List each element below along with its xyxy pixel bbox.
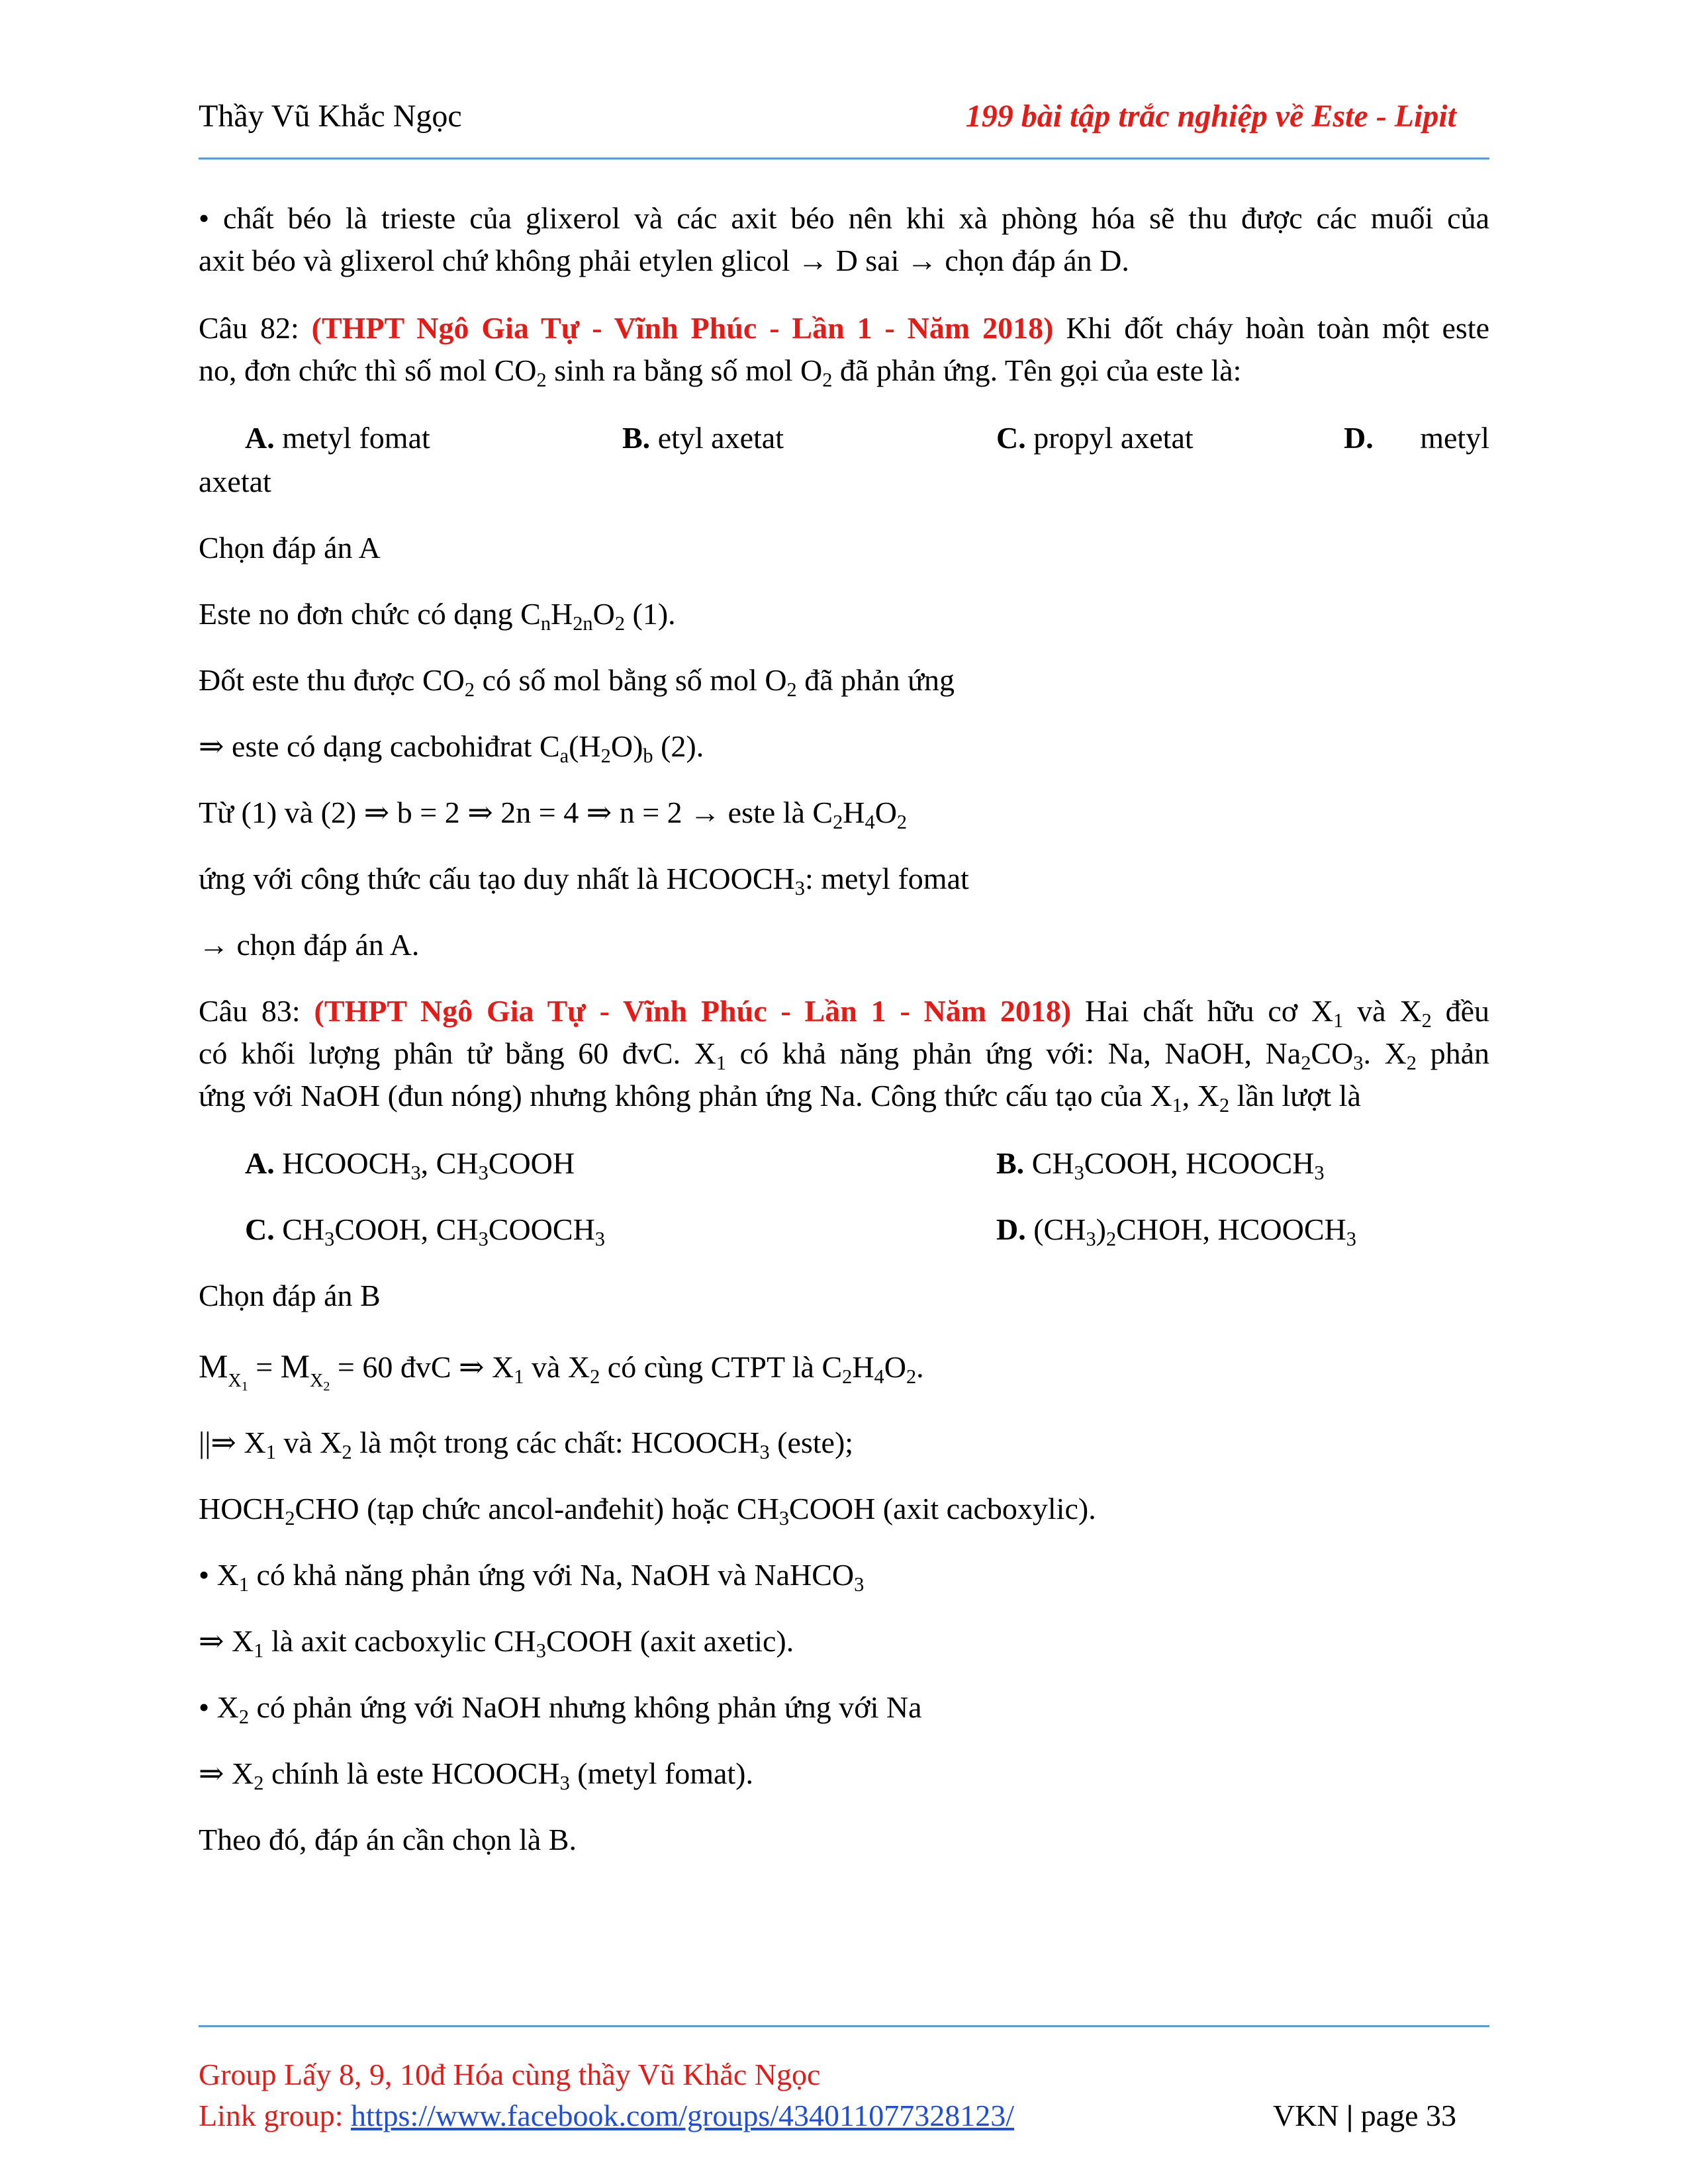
footer-link-line xyxy=(199,2098,1014,2133)
q82-stem-line-2: no, đơn chức thì số mol $CO_2$ sinh ra bằng số mol $O_2$ đã phản ứng. Tên gọi của este là: xyxy=(199,353,1242,392)
footer-group-name: Group Lấy 8, 9, 10đ Hóa cùng thầy Vũ Khắc Ngọc xyxy=(199,2058,821,2091)
q83-option-d: D. $(CH_3)_2CHOH$, $HCOOCH_3$ xyxy=(996,1212,1356,1251)
q82-solution-line-3: ⇒ este có dạng cacbohiđrat $C_a(H_2O)_b$ (2). xyxy=(199,729,704,768)
header-rule xyxy=(199,158,1489,159)
q83-solution-line-2: $HOCH_2CHO$ (tạp chức ancol-anđehit) hoặc $CH_3COOH$ (axit cacboxylic). xyxy=(199,1492,1096,1530)
q83-stem xyxy=(199,990,1489,1117)
footer-group-link[interactable]: https://www.facebook.com/groups/434011077328123/ xyxy=(350,2099,1015,2132)
q82-label: Câu 82: xyxy=(199,311,312,345)
footer-link-label: Link group: xyxy=(199,2099,351,2132)
footer-rule xyxy=(199,2025,1489,2027)
q82-option-c: C. propyl axetat xyxy=(996,421,1194,455)
intro-line-1: • chất béo là trieste của glixerol và các axit béo nên khi xà phòng hóa sẽ thu được các muối của xyxy=(199,201,1489,235)
q82-stem-c: sinh ra bằng số mol O xyxy=(546,353,823,387)
footer-vkn: VKN xyxy=(1272,2099,1339,2132)
q83-solution-line-3: • $X_1$ có khả năng phản ứng với Na, NaOH và NaHCO$_3$ xyxy=(199,1558,865,1596)
q83-stem-line-2: có khối lượng phân tử bằng 60 đvC. $X_1$ có khả năng phản ứng với: Na, NaOH, $Na_2CO_3$. $X_2$ phản xyxy=(199,1036,1489,1075)
q83-option-a: A. $HCOOCH_3$, $CH_3COOH$ xyxy=(245,1146,575,1185)
q82-option-d-text: metyl xyxy=(1420,421,1489,455)
q82-option-b: B. etyl axetat xyxy=(622,421,784,455)
q83-solution-line-1: ||⇒ $X_1$ và $X_2$ là một trong các chất: $HCOOCH_3$ (este); xyxy=(199,1426,854,1464)
q82-option-a: A. metyl fomat xyxy=(245,421,430,455)
q82-solution-line-6: → chọn đáp án A. xyxy=(199,928,420,962)
q83-solution-formula: $M_{X1} = M_{X2} = 60$ đvC ⇒ $X_1$ và $X_2$ có cùng CTPT là $C_2H_4O_2$. xyxy=(199,1347,924,1394)
q82-solution-line-4: Từ (1) và (2) ⇒ b = 2 ⇒ 2n = 4 ⇒ n = 2 → este là $C_2H_4O_2$ xyxy=(199,796,908,834)
q82-option-d-letter: D. xyxy=(1344,421,1374,455)
q82-answer: Chọn đáp án A xyxy=(199,531,381,565)
intro-line-2: axit béo và glixerol chứ không phải etylen glicol → D sai → chọn đáp án D. xyxy=(199,244,1129,277)
footer-page-number: page 33 xyxy=(1360,2099,1456,2132)
q82-solution-line-2: Đốt este thu được $CO_2$ có số mol bằng số mol $O_2$ đã phản ứng xyxy=(199,663,955,702)
footer-page-info: VKN | page 33 xyxy=(1272,2099,1456,2132)
q83-solution-line-4: ⇒ $X_1$ là axit cacboxylic $CH_3COOH$ (axit axetic). xyxy=(199,1624,794,1662)
q82-source: (THPT Ngô Gia Tự - Vĩnh Phúc - Lần 1 - Năm 2018) xyxy=(311,311,1054,345)
q83-option-b: B. $CH_3COOH$, $HCOOCH_3$ xyxy=(996,1146,1325,1185)
q82-solution-line-1: Este no đơn chức có dạng $C_nH_{2n}O_2$ (1). xyxy=(199,597,676,635)
header-book-title: 199 bài tập trắc nghiệp về Este - Lipit xyxy=(965,99,1456,134)
intro-paragraph xyxy=(199,197,1489,282)
q82-stem-b: no, đơn chức thì số mol CO xyxy=(199,353,537,387)
q83-answer: Chọn đáp án B xyxy=(199,1279,381,1312)
q83-solution-line-5: • $X_2$ có phản ứng với NaOH nhưng không phản ứng với Na xyxy=(199,1690,922,1729)
q83-source: (THPT Ngô Gia Tự - Vĩnh Phúc - Lần 1 - Năm 2018) xyxy=(314,994,1072,1028)
q83-stem-line-3: ứng với NaOH (đun nóng) nhưng không phản ứng Na. Công thức cấu tạo của $X_1$, $X_2$ lần lượt là xyxy=(199,1079,1361,1117)
q82-stem-d: đã phản ứng. Tên gọi của este là: xyxy=(832,353,1242,387)
q83-option-c: C. $CH_3COOH$, $CH_3COOCH_3$ xyxy=(245,1212,605,1251)
q83-solution-line-7: Theo đó, đáp án cần chọn là B. xyxy=(199,1823,577,1856)
q82-stem-line-1 xyxy=(199,307,1489,349)
q82-option-d-cont: axetat xyxy=(199,465,271,498)
q83-solution-line-6: ⇒ $X_2$ chính là este $HCOOCH_3$ (metyl fomat). xyxy=(199,1756,753,1795)
header-author: Thầy Vũ Khắc Ngọc xyxy=(199,99,462,134)
q82-solution-line-5: ứng với công thức cấu tạo duy nhất là $HCOOCH_3$: metyl fomat xyxy=(199,862,969,900)
q82-stem-a: Khi đốt cháy hoàn toàn một este xyxy=(1053,311,1489,345)
q82-stem xyxy=(199,307,1489,392)
q83-stem-line-1: Câu 83: (THPT Ngô Gia Tự - Vĩnh Phúc - Lần 1 - Năm 2018) Hai chất hữu cơ $X_1$ và $X_2$ đều xyxy=(199,994,1490,1032)
